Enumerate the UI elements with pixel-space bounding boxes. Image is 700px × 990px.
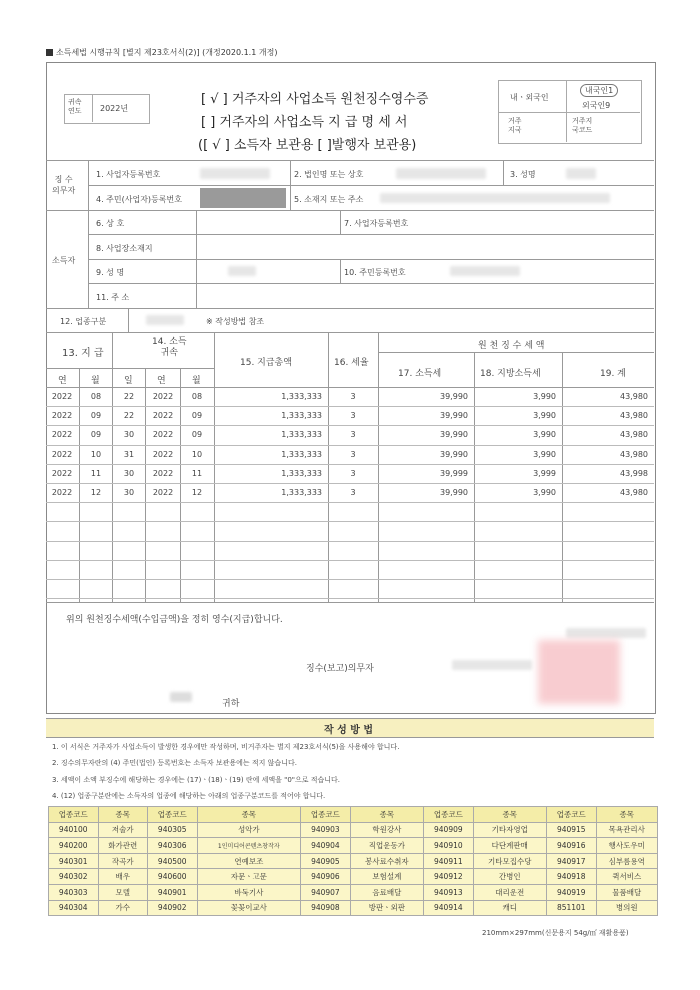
earner-address-label: 11. 주 소 bbox=[96, 293, 130, 302]
title-line-3: ([ √ ] 소득자 보관용 [ ]발행자 보관용) bbox=[198, 138, 417, 153]
industry-code: 940100 bbox=[49, 822, 99, 838]
withholder-name-label: 3. 성명 bbox=[510, 170, 536, 179]
cell-pm: 10 bbox=[191, 449, 203, 459]
industry-name: 퀵서비스 bbox=[596, 869, 657, 885]
industry-name: 목욕관리사 bbox=[596, 822, 657, 838]
industry-name: 배우 bbox=[98, 869, 148, 885]
industry-code-table bbox=[48, 806, 658, 916]
addressee-label: 귀하 bbox=[222, 699, 240, 709]
industry-name: 화가관련 bbox=[98, 838, 148, 854]
industry-code: 940200 bbox=[49, 838, 99, 854]
period-year-col: 연 bbox=[157, 376, 166, 386]
cell-d: 31 bbox=[123, 449, 135, 459]
cell-income: 39,990 bbox=[440, 449, 468, 459]
industry-name: 물품배달 bbox=[596, 884, 657, 900]
industry-code: 940306 bbox=[148, 838, 198, 854]
cell-total: 43,980 bbox=[620, 411, 648, 421]
cell-income: 39,990 bbox=[440, 430, 468, 440]
industry-code: 940916 bbox=[547, 838, 597, 854]
industry-code: 940901 bbox=[148, 884, 198, 900]
cell-py: 2022 bbox=[152, 411, 174, 421]
withholding-header: 원 천 징 수 세 액 bbox=[478, 341, 545, 351]
receipt-text: 위의 원천징수세액(수입금액)을 정히 영수(지급)합니다. bbox=[66, 615, 283, 625]
cell-y: 2022 bbox=[51, 430, 73, 440]
residence-code-label: 거주지 국코드 bbox=[572, 117, 593, 134]
earner-name-label: 9. 성 명 bbox=[96, 268, 125, 277]
cell-y: 2022 bbox=[51, 392, 73, 401]
cell-d: 30 bbox=[123, 468, 135, 478]
industry-code: 940919 bbox=[547, 884, 597, 900]
total-header: 19. 계 bbox=[600, 369, 626, 379]
industry-name: 음료배달 bbox=[350, 884, 423, 900]
industry-code: 940902 bbox=[148, 900, 198, 916]
cell-rate: 3 bbox=[350, 468, 356, 478]
industry-name: 다단계판매 bbox=[473, 838, 546, 854]
industry-name: 학원강사 bbox=[350, 822, 423, 838]
cell-amount: 1,333,333 bbox=[281, 468, 322, 478]
code-table-row bbox=[49, 884, 658, 900]
cell-y: 2022 bbox=[51, 468, 73, 478]
year-label: 귀속 연도 bbox=[68, 98, 82, 115]
industry-name: 간병인 bbox=[473, 869, 546, 885]
income-tax-header: 17. 소득세 bbox=[398, 369, 442, 379]
industry-code: 940912 bbox=[424, 869, 474, 885]
title-line-1: [ √ ] 거주자의 사업소득 원천징수영수증 bbox=[201, 92, 429, 107]
domestic-option: 내국인1 bbox=[580, 84, 618, 97]
industry-name: 성악가 bbox=[197, 822, 301, 838]
cell-pm: 09 bbox=[191, 430, 203, 440]
cell-rate: 3 bbox=[350, 392, 356, 401]
industry-name: 1인미디어콘텐츠창작자 bbox=[197, 838, 301, 854]
cell-m: 09 bbox=[90, 411, 102, 421]
cell-total: 43,998 bbox=[620, 468, 648, 478]
withholder-reg-no-label: 4. 주민(사업자)등록번호 bbox=[96, 195, 182, 204]
amount-header: 15. 지급총액 bbox=[240, 358, 292, 368]
method-note-1: 1. 이 서식은 거주자가 사업소득이 발생한 경우에만 작성하며, 비거주자는 별지 제23호서식(5)을 사용해야 합니다. bbox=[52, 743, 400, 751]
industry-name: 보험설계 bbox=[350, 869, 423, 885]
industry-code: 940304 bbox=[49, 900, 99, 916]
code-table-header: 업종코드 bbox=[424, 807, 474, 823]
industry-label: 12. 업종구분 bbox=[60, 317, 107, 326]
cell-rate: 3 bbox=[350, 449, 356, 459]
cell-py: 2022 bbox=[152, 488, 174, 497]
earner-section-label: 소득자 bbox=[52, 256, 76, 265]
code-table-header: 종목 bbox=[350, 807, 423, 823]
code-table-row bbox=[49, 869, 658, 885]
industry-name: 연예보조 bbox=[197, 853, 301, 869]
code-table-header: 업종코드 bbox=[148, 807, 198, 823]
pay-header: 13. 지 급 bbox=[62, 348, 104, 359]
cell-d: 30 bbox=[123, 430, 135, 440]
industry-name: 대리운전 bbox=[473, 884, 546, 900]
cell-total: 43,980 bbox=[620, 488, 648, 497]
cell-rate: 3 bbox=[350, 430, 356, 440]
industry-code: 940915 bbox=[547, 822, 597, 838]
method-note-4: 4. (12) 업종구분란에는 소득자의 업종에 해당하는 아래의 업종구분코드를 적어야 합니다. bbox=[52, 792, 326, 800]
code-table-row bbox=[49, 853, 658, 869]
seal-stamp bbox=[538, 640, 620, 704]
code-table-row bbox=[49, 900, 658, 916]
industry-code: 940910 bbox=[424, 838, 474, 854]
cell-rate: 3 bbox=[350, 488, 356, 497]
paper-spec: 210mm×297mm(신문용지 54g/㎡ 재활용품) bbox=[482, 929, 629, 937]
withholder-address-label: 5. 소재지 또는 주소 bbox=[294, 195, 364, 204]
cell-m: 08 bbox=[90, 392, 102, 401]
cell-total: 43,980 bbox=[620, 449, 648, 459]
cell-py: 2022 bbox=[152, 449, 174, 459]
industry-name: 자문ㆍ고문 bbox=[197, 869, 301, 885]
cell-m: 09 bbox=[90, 430, 102, 440]
industry-name: 방판ㆍ외판 bbox=[350, 900, 423, 916]
year-value: 2022년 bbox=[100, 104, 129, 113]
code-table-header: 업종코드 bbox=[49, 807, 99, 823]
cell-total: 43,980 bbox=[620, 430, 648, 440]
cell-d: 30 bbox=[123, 488, 135, 497]
nationality-label: 내ㆍ외국인 bbox=[510, 93, 549, 102]
withholder-biz-no-label: 1. 사업자등록번호 bbox=[96, 170, 161, 179]
industry-code: 940500 bbox=[148, 853, 198, 869]
industry-name: 봉사료수취자 bbox=[350, 853, 423, 869]
industry-name: 바둑기사 bbox=[197, 884, 301, 900]
cell-d: 22 bbox=[123, 411, 135, 421]
period-month-col: 월 bbox=[192, 376, 201, 386]
industry-name: 캐디 bbox=[473, 900, 546, 916]
cell-local: 3,990 bbox=[533, 392, 556, 401]
industry-code: 940911 bbox=[424, 853, 474, 869]
cell-m: 12 bbox=[90, 488, 102, 497]
cell-local: 3,990 bbox=[533, 488, 556, 497]
cell-d: 22 bbox=[123, 392, 135, 401]
withholder-company-label: 2. 법인명 또는 상호 bbox=[294, 170, 364, 179]
industry-code: 851101 bbox=[547, 900, 597, 916]
code-table-header: 종목 bbox=[596, 807, 657, 823]
cell-local: 3,990 bbox=[533, 430, 556, 440]
month-col: 월 bbox=[91, 376, 100, 386]
industry-code: 940914 bbox=[424, 900, 474, 916]
redacted-reg-no bbox=[200, 188, 286, 208]
title-line-2: [ ] 거주자의 사업소득 지 급 명 세 서 bbox=[201, 115, 408, 130]
collector-label: 징수(보고)의무자 bbox=[306, 664, 374, 674]
industry-name: 행사도우미 bbox=[596, 838, 657, 854]
earner-biz-no-label: 7. 사업자등록번호 bbox=[344, 219, 409, 228]
withholder-section-label: 징 수 의무자 bbox=[52, 175, 76, 195]
industry-name: 작곡가 bbox=[98, 853, 148, 869]
cell-pm: 11 bbox=[191, 468, 203, 478]
cell-amount: 1,333,333 bbox=[281, 449, 322, 459]
day-col: 일 bbox=[124, 376, 133, 386]
code-table-header: 업종코드 bbox=[547, 807, 597, 823]
cell-amount: 1,333,333 bbox=[281, 411, 322, 421]
code-table-header: 업종코드 bbox=[301, 807, 351, 823]
industry-name: 가수 bbox=[98, 900, 148, 916]
cell-rate: 3 bbox=[350, 411, 356, 421]
earner-biz-address-label: 8. 사업장소재지 bbox=[96, 244, 153, 253]
industry-name: 직업운동가 bbox=[350, 838, 423, 854]
cell-pm: 12 bbox=[191, 488, 203, 497]
cell-py: 2022 bbox=[152, 430, 174, 440]
cell-y: 2022 bbox=[51, 488, 73, 497]
year-col: 연 bbox=[58, 376, 67, 386]
industry-name: 모델 bbox=[98, 884, 148, 900]
cell-local: 3,990 bbox=[533, 411, 556, 421]
industry-code: 940302 bbox=[49, 869, 99, 885]
cell-income: 39,990 bbox=[440, 488, 468, 497]
industry-code: 940303 bbox=[49, 884, 99, 900]
industry-code: 940600 bbox=[148, 869, 198, 885]
cell-pm: 09 bbox=[191, 411, 203, 421]
cell-amount: 1,333,333 bbox=[281, 392, 322, 401]
industry-code: 940904 bbox=[301, 838, 351, 854]
period-header: 14. 소득 귀속 bbox=[152, 337, 187, 358]
code-table-header: 종목 bbox=[473, 807, 546, 823]
industry-code: 940917 bbox=[547, 853, 597, 869]
code-table-header: 종목 bbox=[98, 807, 148, 823]
industry-code: 940907 bbox=[301, 884, 351, 900]
industry-code: 940913 bbox=[424, 884, 474, 900]
industry-code: 940305 bbox=[148, 822, 198, 838]
industry-name: 심부름용역 bbox=[596, 853, 657, 869]
method-note-2: 2. 징수의무자란의 (4) 주민(법인) 등록번호는 소득자 보관용에는 적지 않습니다. bbox=[52, 759, 297, 767]
industry-code: 940918 bbox=[547, 869, 597, 885]
cell-amount: 1,333,333 bbox=[281, 488, 322, 497]
cell-pm: 08 bbox=[191, 392, 203, 401]
form-reference: 소득세법 시행규칙 [별지 제23호서식(2)] (개정2020.1.1 개정) bbox=[46, 47, 277, 58]
code-table-row bbox=[49, 838, 658, 854]
residence-label: 거주 지국 bbox=[508, 117, 522, 134]
local-tax-header: 18. 지방소득세 bbox=[480, 369, 541, 379]
cell-py: 2022 bbox=[152, 392, 174, 401]
cell-amount: 1,333,333 bbox=[281, 430, 322, 440]
industry-name: 병의원 bbox=[596, 900, 657, 916]
foreign-option: 외국인9 bbox=[582, 101, 611, 110]
industry-name: 꽃꽂이교사 bbox=[197, 900, 301, 916]
industry-code: 940909 bbox=[424, 822, 474, 838]
cell-py: 2022 bbox=[152, 468, 174, 478]
industry-name: 저술가 bbox=[98, 822, 148, 838]
industry-code: 940905 bbox=[301, 853, 351, 869]
cell-m: 10 bbox=[90, 449, 102, 459]
earner-trade-name-label: 6. 상 호 bbox=[96, 219, 125, 228]
cell-income: 39,999 bbox=[440, 468, 468, 478]
method-note-3: 3. 세액이 소액 부징수에 해당하는 경우에는 (17)ㆍ(18)ㆍ(19) 란에 세액을 "0"으로 적습니다. bbox=[52, 776, 341, 784]
cell-local: 3,990 bbox=[533, 449, 556, 459]
industry-code: 940903 bbox=[301, 822, 351, 838]
code-table-row bbox=[49, 822, 658, 838]
method-title: 작 성 방 법 bbox=[324, 725, 374, 736]
earner-reg-no-label: 10. 주민등록번호 bbox=[344, 268, 406, 277]
industry-code: 940906 bbox=[301, 869, 351, 885]
cell-y: 2022 bbox=[51, 411, 73, 421]
industry-code: 940301 bbox=[49, 853, 99, 869]
cell-income: 39,990 bbox=[440, 411, 468, 421]
cell-total: 43,980 bbox=[620, 392, 648, 401]
industry-name: 기타모집수당 bbox=[473, 853, 546, 869]
cell-income: 39,990 bbox=[440, 392, 468, 401]
industry-code: 940908 bbox=[301, 900, 351, 916]
industry-note: ※ 작성방법 참조 bbox=[206, 317, 265, 326]
cell-m: 11 bbox=[90, 468, 102, 478]
rate-header: 16. 세율 bbox=[334, 358, 369, 368]
code-table-header: 종목 bbox=[197, 807, 301, 823]
cell-y: 2022 bbox=[51, 449, 73, 459]
cell-local: 3,999 bbox=[533, 468, 556, 478]
industry-name: 기타자영업 bbox=[473, 822, 546, 838]
